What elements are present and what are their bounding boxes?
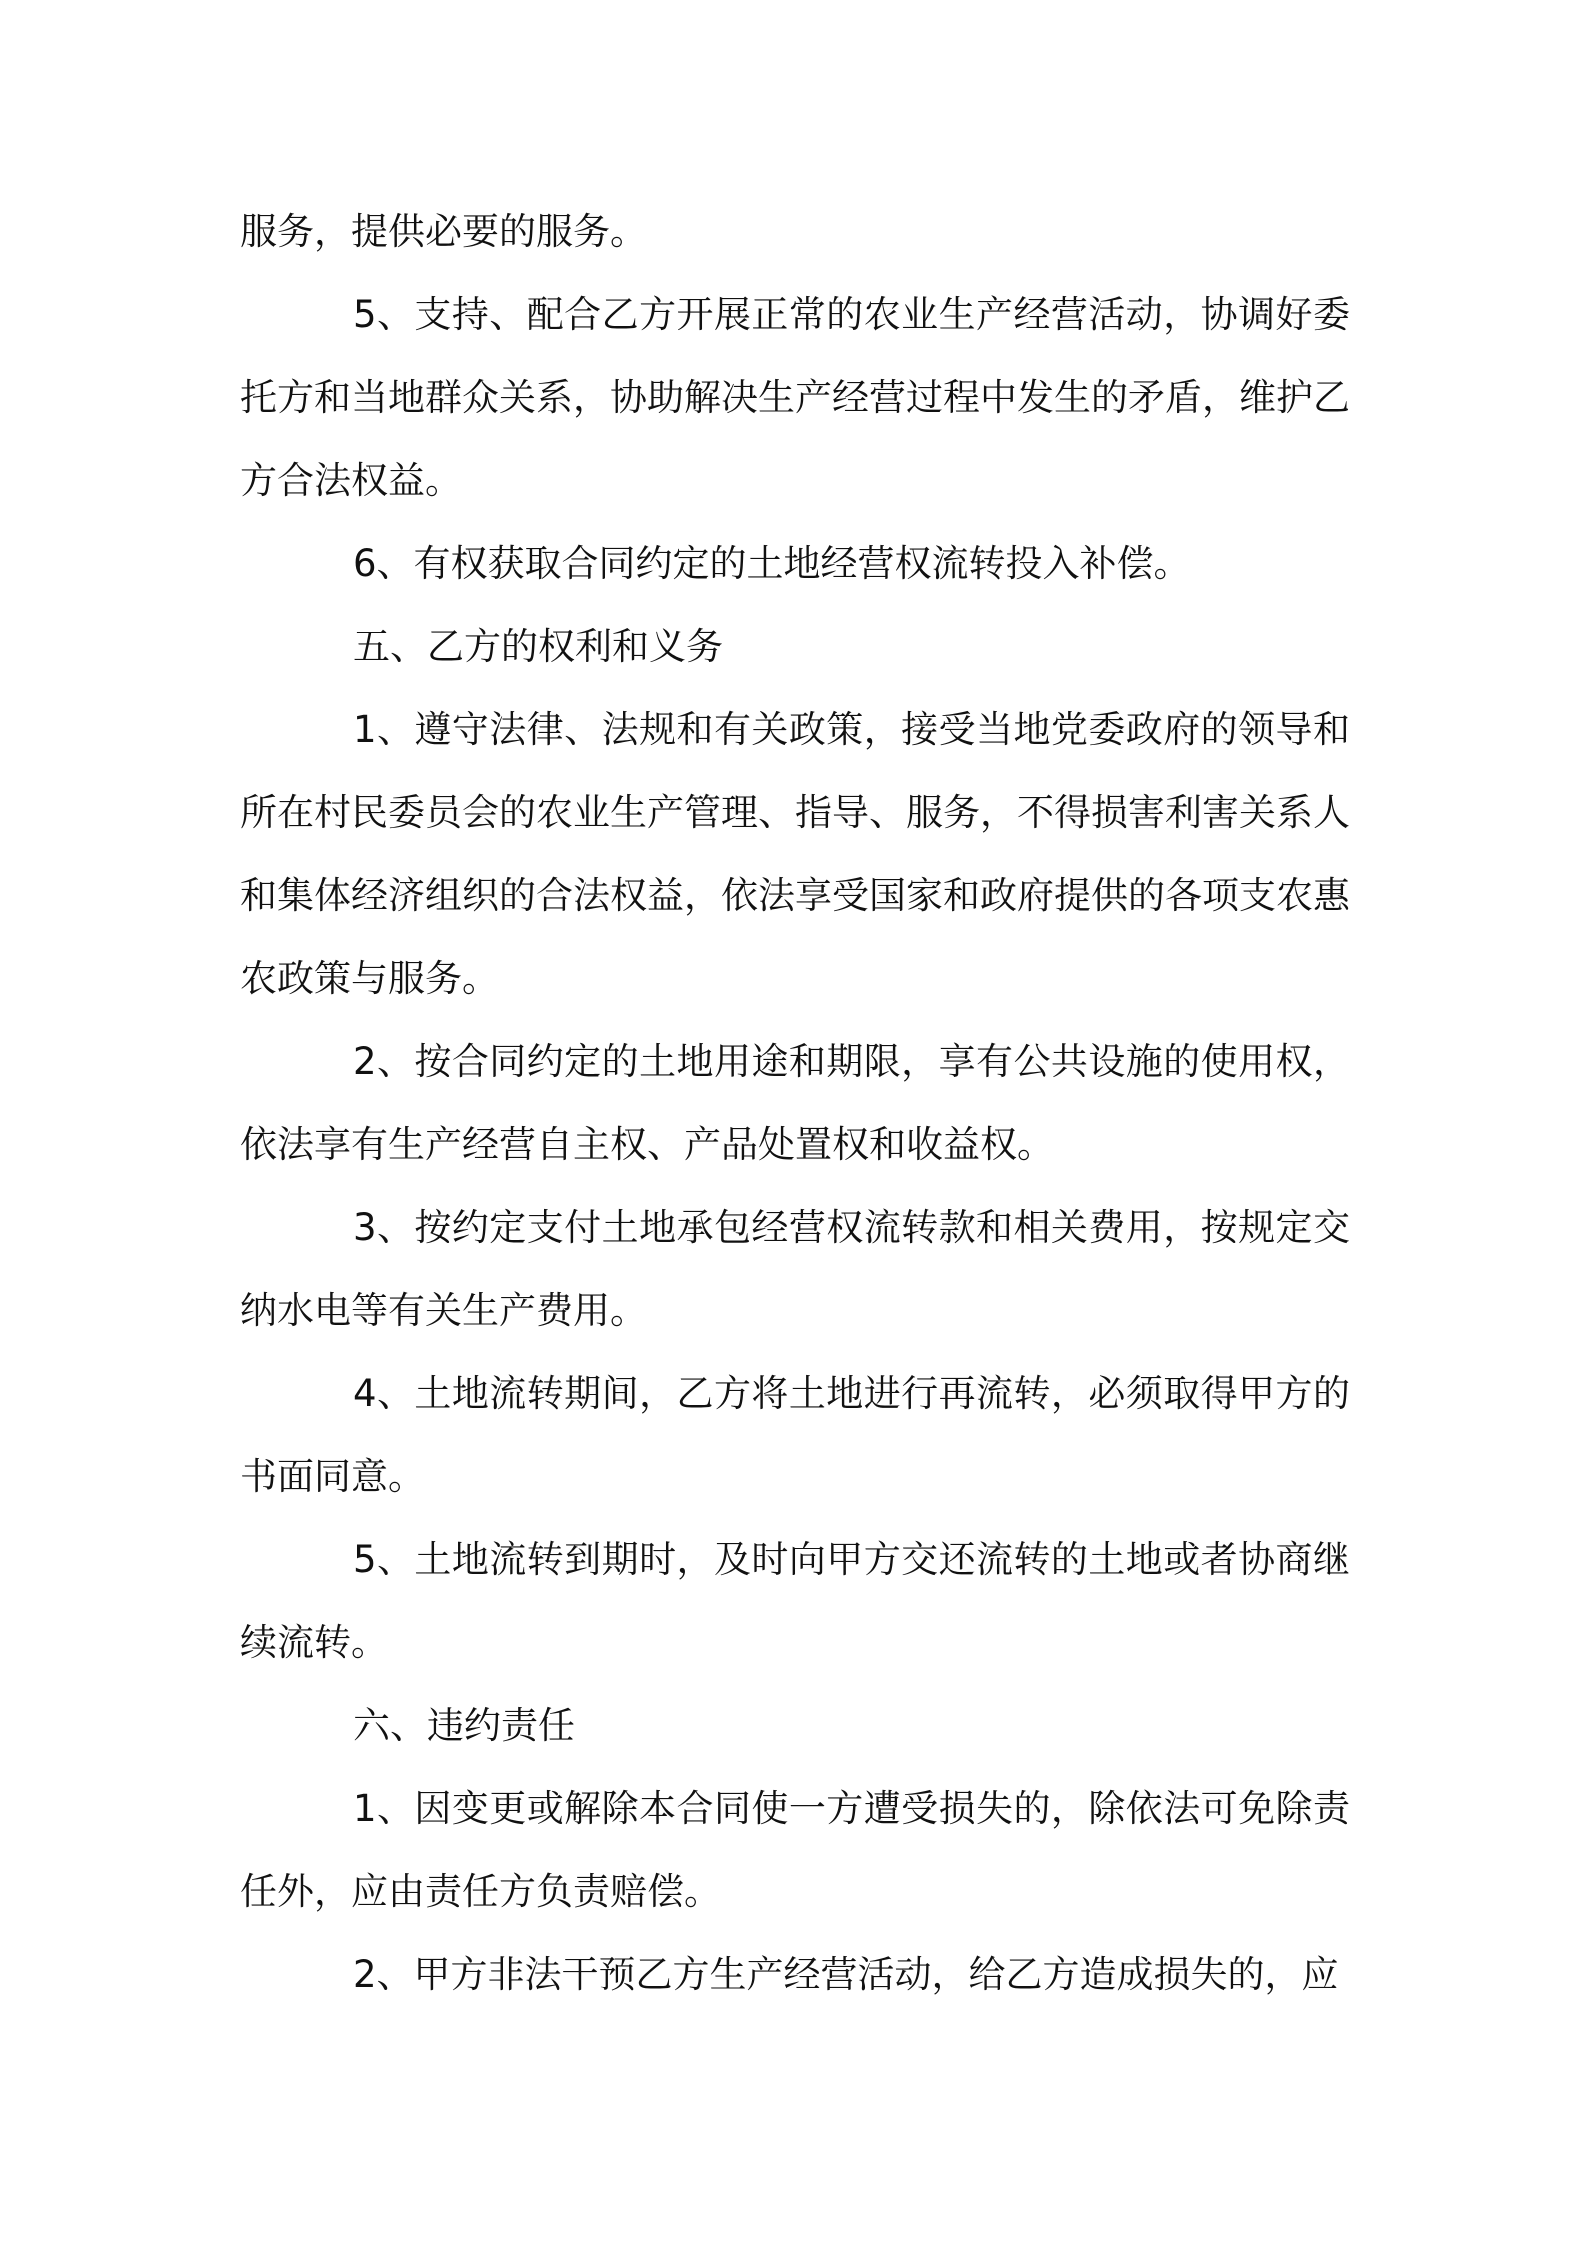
paragraph-continued-service: 服务，提供必要的服务。 (240, 210, 647, 253)
paragraph-party-b-2: 2、按合同约定的土地用途和期限，享有公共设施的使用权，依法享有生产经营自主权、产品处置权和收益权。 (240, 1040, 1350, 1166)
paragraph-party-b-1: 1、遵守法律、法规和有关政策，接受当地党委政府的领导和所在村民委员会的农业生产管理、指导、服务，不得损害利害关系人和集体经济组织的合法权益，依法享受国家和政府提供的各项支农惠农政策与服务。 (240, 708, 1350, 1000)
paragraph-breach-2: 2、甲方非法干预乙方生产经营活动，给乙方造成损失的，应 (353, 1953, 1339, 1996)
paragraph-obligation-6: 6、有权获取合同约定的土地经营权流转投入补偿。 (353, 542, 1191, 585)
section-heading-party-b-rights: 五、乙方的权利和义务 (353, 625, 723, 668)
document-body (240, 190, 1350, 2016)
paragraph-breach-1: 1、因变更或解除本合同使一方遭受损失的，除依法可免除责任外，应由责任方负责赔偿。 (240, 1787, 1350, 1913)
paragraph-party-b-5: 5、土地流转到期时，及时向甲方交还流转的土地或者协商继续流转。 (240, 1538, 1350, 1664)
paragraph-obligation-5: 5、支持、配合乙方开展正常的农业生产经营活动，协调好委托方和当地群众关系，协助解决生产经营过程中发生的矛盾，维护乙方合法权益。 (240, 293, 1350, 502)
paragraph-party-b-4: 4、土地流转期间，乙方将土地进行再流转，必须取得甲方的书面同意。 (240, 1372, 1350, 1498)
section-heading-breach-liability: 六、违约责任 (353, 1704, 575, 1747)
paragraph-party-b-3: 3、按约定支付土地承包经营权流转款和相关费用，按规定交纳水电等有关生产费用。 (240, 1206, 1350, 1332)
